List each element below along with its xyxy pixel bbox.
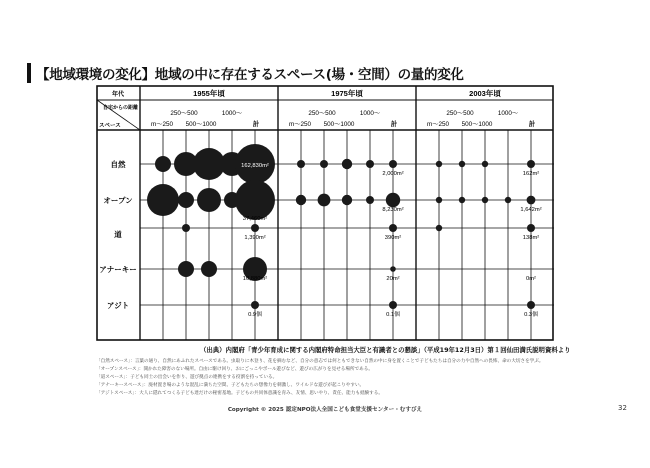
space-bubble <box>527 224 535 232</box>
period-label: 2003年頃 <box>469 89 501 98</box>
total-value: 0m² <box>526 276 536 282</box>
distance-label: 1000〜 <box>359 110 381 117</box>
space-bubble <box>390 266 396 272</box>
total-value: 8,230m² <box>382 207 404 213</box>
note-ajito: 「アジトスペース」：大人に隠れてつくる子ども達だけの秘密基地。子どもの共同体意識を育み、友情、思いやり、責任、能力も経験する。 <box>96 391 383 396</box>
distance-label: 500〜1000 <box>461 121 493 128</box>
space-bubble <box>505 197 511 203</box>
distance-label: 250〜500 <box>446 110 474 117</box>
distance-label: 計 <box>528 121 536 128</box>
space-bubble <box>389 224 397 232</box>
space-bubble <box>527 301 535 309</box>
distance-label: 250〜500 <box>170 110 198 117</box>
space-bubble <box>178 192 194 208</box>
space-bubble <box>459 161 465 167</box>
space-bubble <box>386 193 400 207</box>
space-bubble <box>436 225 442 231</box>
total-value: 0.1個 <box>386 312 400 318</box>
total-value: 162m² <box>522 171 540 177</box>
space-bubble <box>389 301 397 309</box>
row-label: アジト <box>106 301 130 310</box>
distance-label: 250〜500 <box>308 110 336 117</box>
space-bubble <box>318 194 331 207</box>
total-value: 390m² <box>384 235 402 241</box>
source-citation: （出典）内閣府「青少年育成に関する内閣府特命担当大臣と有識者との懇談」（平成19年12月3日）第１回仙田満氏説明資料より <box>200 346 571 354</box>
space-bubble <box>155 156 171 172</box>
row-label: 道 <box>114 230 122 239</box>
space-bubble <box>235 180 275 220</box>
distance-label: 計 <box>390 121 398 128</box>
space-bubble <box>436 161 442 167</box>
note-anarchy: 「アナーキースペース」：廃材置き場のような混乱に満ちた空間。子どもたちの想像力を刺激し、ワイルドな遊びが起こりやすい。 <box>96 383 365 388</box>
distance-label: m〜250 <box>288 121 312 128</box>
space-bubble <box>251 301 259 309</box>
space-bubble <box>482 161 488 167</box>
total-value: 2,000m² <box>382 171 404 177</box>
row-label: 自然 <box>110 160 126 169</box>
total-value: 0.3個 <box>524 312 538 318</box>
distance-label: 1000〜 <box>497 110 519 117</box>
total-value: 0.9個 <box>248 312 262 318</box>
note-road: 「道スペース」：子ども同士の出会いを作り、遊び拠点の連携をする役割を持っている。 <box>96 375 278 380</box>
space-bubble <box>459 197 465 203</box>
distance-label: 500〜1000 <box>323 121 355 128</box>
distance-label: m〜250 <box>426 121 450 128</box>
total-value: 1,390m² <box>244 235 266 241</box>
space-bubble <box>147 184 179 216</box>
space-bubble <box>178 261 194 277</box>
space-bubble <box>251 224 259 232</box>
period-label: 1955年頃 <box>193 89 225 98</box>
slide-title: 【地域環境の変化】地域の中に存在するスペース(場・空間）の量的変化 <box>36 67 464 83</box>
total-value: 20m² <box>386 276 400 282</box>
space-bubble <box>436 197 442 203</box>
space-bubble <box>182 224 190 232</box>
corner-top-label: 自宅からの距離 <box>102 105 138 111</box>
definitions-notes <box>96 358 556 398</box>
space-bubble <box>296 195 306 205</box>
space-bubble <box>527 196 536 205</box>
row-label: オープン <box>103 196 133 205</box>
space-bubble <box>342 195 352 205</box>
space-bubble <box>297 160 305 168</box>
space-bubble <box>201 261 217 277</box>
distance-label: m〜250 <box>150 121 174 128</box>
page-number: 32 <box>618 404 627 412</box>
distance-label: 計 <box>252 121 260 128</box>
note-open: 「オープンスペース」：開かれた障害のない場所。自由に駆け回り、おにごっこやボール遊びなど、遊びの広がりを見せる場所である。 <box>96 367 373 372</box>
total-value: 1,642m² <box>520 207 542 213</box>
space-bubble <box>482 197 488 203</box>
space-bubble <box>320 160 328 168</box>
total-value: 10,880m² <box>242 276 268 282</box>
note-nature: 「自然スペース」：言葉の通り、自然にあふれたスペースである。虫取りに木登り、花を摘むなど、自分の意志では何ともできない自然の中に身を置くことで子どもたちは自分の力や自然への畏怖、命の大切さを学ぶ。 <box>96 359 544 364</box>
space-bubble <box>197 188 221 212</box>
corner-bottom-label: スペース <box>99 123 121 129</box>
space-bubble <box>366 160 374 168</box>
total-value: 37,460m² <box>242 216 268 222</box>
copyright: Copyright © 2025 認定NPO法人全国こども食堂支援センター・むすびえ <box>227 407 423 413</box>
period-label: 1975年頃 <box>331 89 363 98</box>
space-bubble <box>342 159 352 169</box>
total-value: 162,830m² <box>241 163 269 169</box>
corner-header: 年代 <box>111 92 125 98</box>
row-label: アナーキー <box>99 265 137 274</box>
space-bubble <box>527 160 535 168</box>
space-bubble <box>366 196 374 204</box>
total-value: 138m² <box>522 235 540 241</box>
distance-label: 1000〜 <box>221 110 243 117</box>
distance-label: 500〜1000 <box>185 121 217 128</box>
space-bubble <box>389 160 397 168</box>
